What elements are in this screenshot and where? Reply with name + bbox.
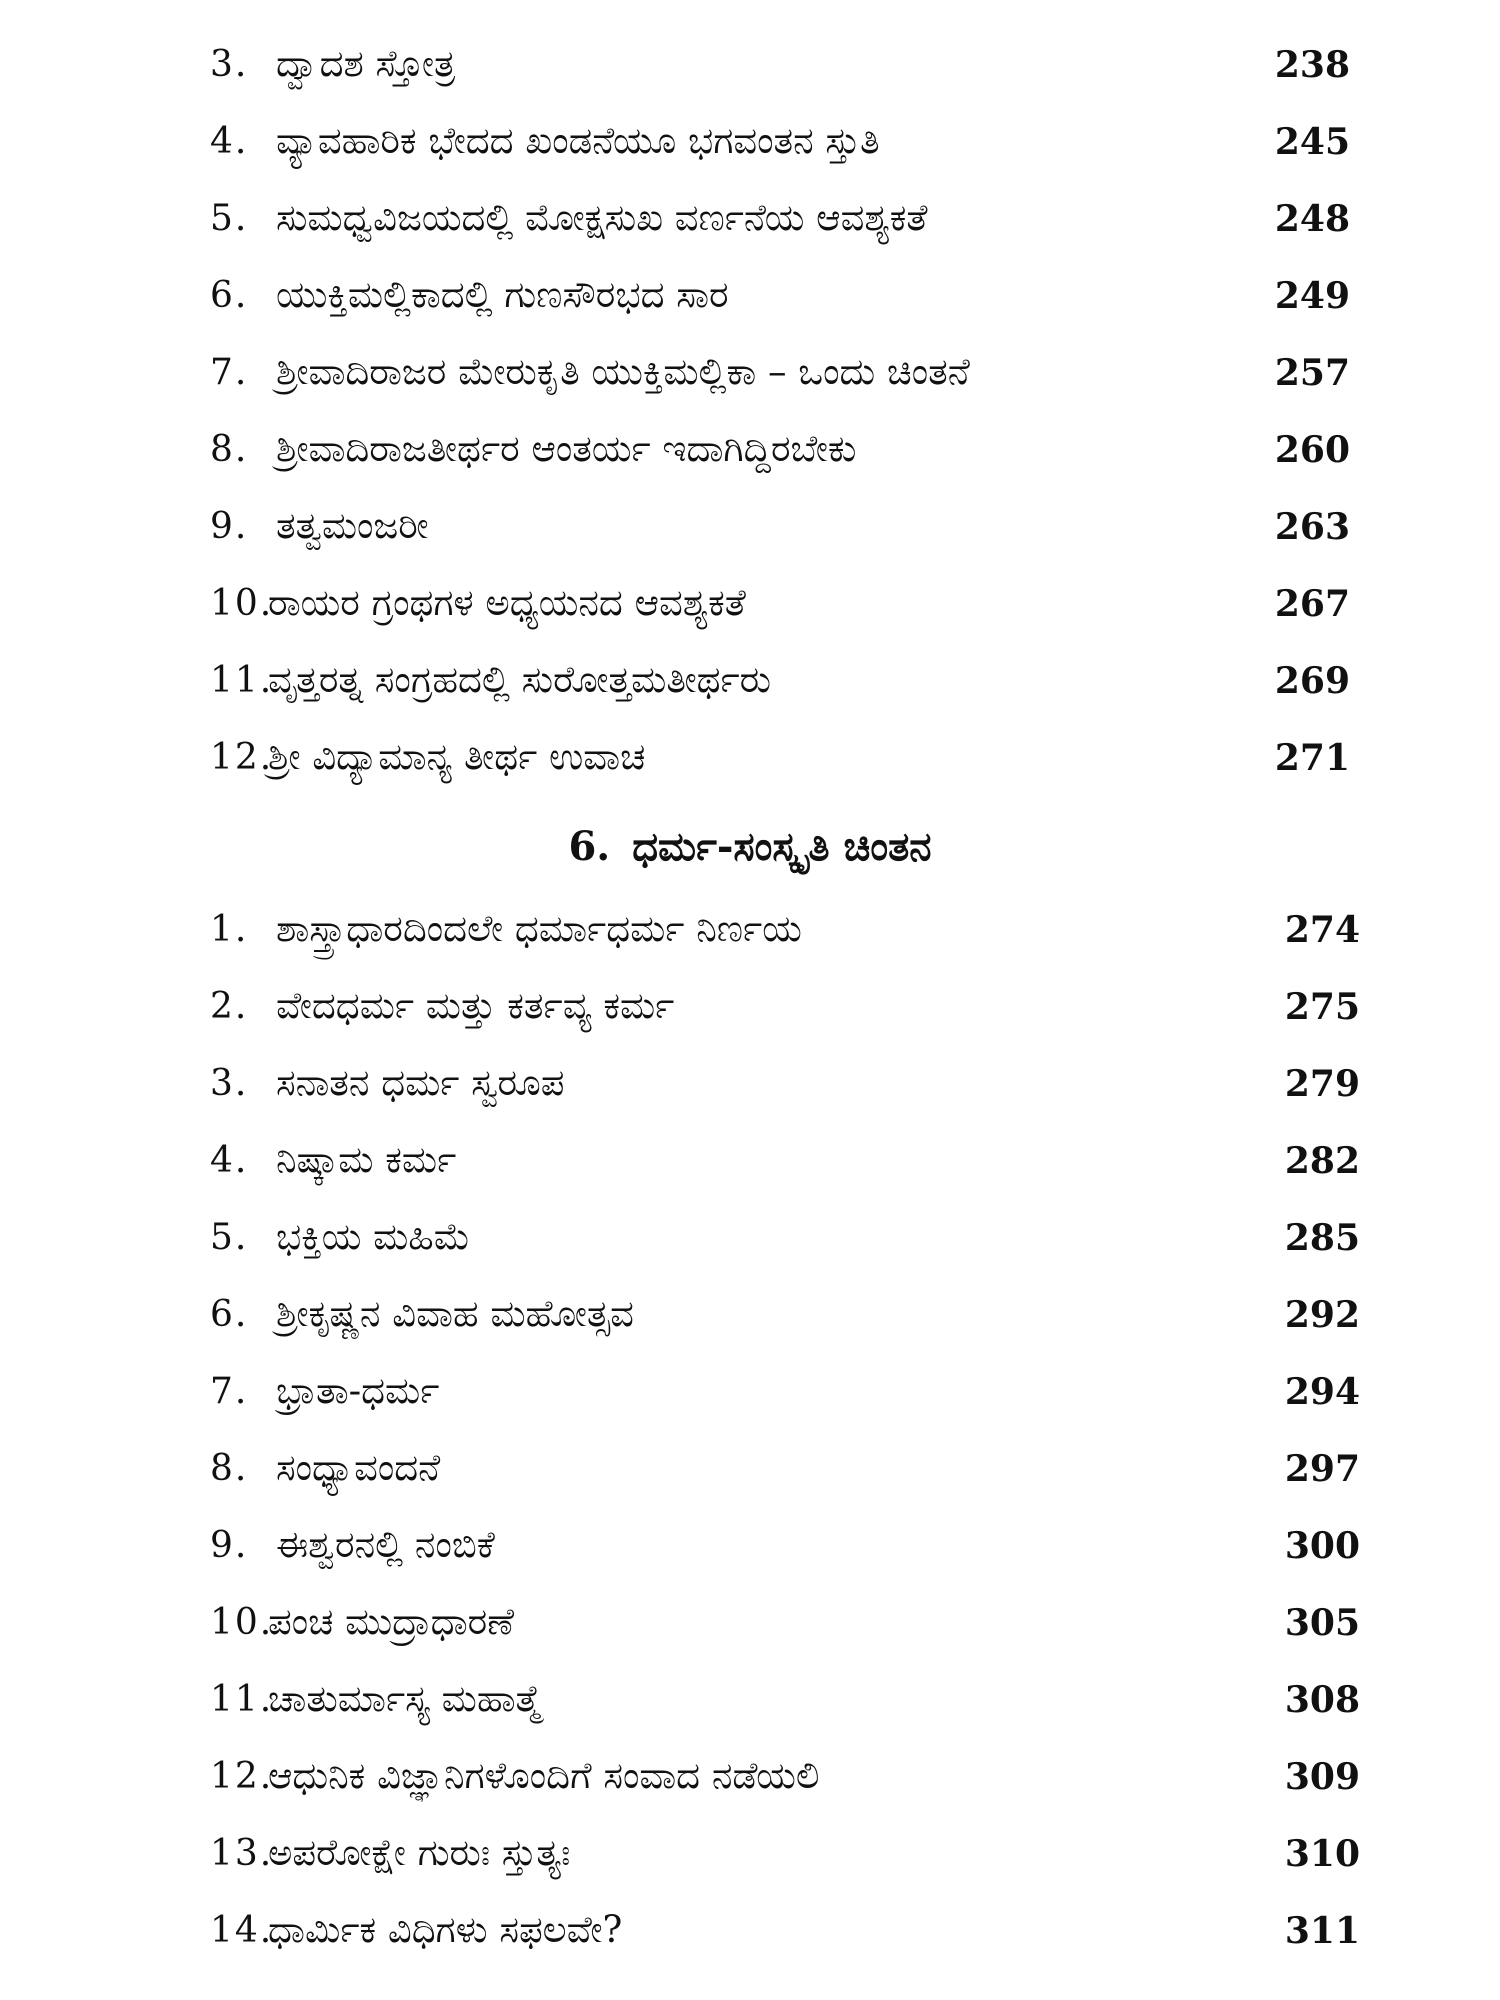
entry-title: ರಾಯರ ಗ್ರಂಥಗಳ ಅಧ್ಯಯನದ ಆವಶ್ಯಕತೆ: [268, 581, 746, 624]
entry-title: ಯುಕ್ತಿಮಲ್ಲಿಕಾದಲ್ಲಿ ಗುಣಸೌರಭದ ಸಾರ: [276, 273, 729, 316]
toc-section-6-list: [210, 895, 1360, 1973]
entry-number: 4.: [210, 1140, 249, 1181]
entry-number: 9.: [210, 506, 249, 547]
toc-entry[interactable]: [210, 723, 1360, 800]
entry-title: ದ್ವಾದಶ ಸ್ತೋತ್ರ: [276, 42, 456, 85]
entry-title: ಈಶ್ವರನಲ್ಲಿ ನಂಬಿಕೆ: [276, 1523, 495, 1566]
toc-entry[interactable]: [210, 646, 1360, 723]
entry-title: ಪಂಚ ಮುದ್ರಾಧಾರಣೆ: [268, 1600, 515, 1643]
entry-page-number: 249: [1274, 275, 1350, 317]
toc-entry[interactable]: [210, 1049, 1360, 1126]
entry-number: 3.: [210, 44, 249, 85]
entry-page-number: 260: [1274, 429, 1350, 471]
entry-title: ಸಂಧ್ಯಾವಂದನೆ: [276, 1446, 441, 1489]
entry-page-number: 248: [1274, 198, 1350, 240]
entry-title: ಸನಾತನ ಧರ್ಮ ಸ್ವರೂಪ: [276, 1061, 565, 1104]
entry-number: 13.: [210, 1833, 274, 1874]
entry-number: 5.: [210, 1217, 249, 1258]
entry-page-number: 238: [1274, 44, 1350, 86]
toc-entry[interactable]: [210, 415, 1360, 492]
toc-entry[interactable]: [210, 107, 1360, 184]
section-heading: [0, 820, 1500, 874]
toc-entry[interactable]: [210, 30, 1360, 107]
section-number: 6.: [568, 823, 611, 870]
entry-page-number: 282: [1284, 1140, 1360, 1182]
entry-number: 10.: [210, 1602, 274, 1643]
entry-number: 14.: [210, 1910, 274, 1951]
toc-entry[interactable]: [210, 338, 1360, 415]
entry-number: 11.: [210, 1679, 274, 1720]
entry-page-number: 263: [1274, 506, 1350, 548]
entry-page-number: 310: [1284, 1833, 1360, 1875]
entry-number: 9.: [210, 1525, 249, 1566]
toc-entry[interactable]: [210, 1742, 1360, 1819]
entry-page-number: 285: [1284, 1217, 1360, 1259]
entry-number: 7.: [210, 352, 249, 393]
entry-page-number: 279: [1284, 1063, 1360, 1105]
entry-page-number: 309: [1284, 1756, 1360, 1798]
entry-page-number: 305: [1284, 1602, 1360, 1644]
toc-entry[interactable]: [210, 1126, 1360, 1203]
toc-entry[interactable]: [210, 569, 1360, 646]
section-title: ಧರ್ಮ-ಸಂಸ್ಕೃತಿ ಚಿಂತನ: [632, 823, 932, 870]
entry-page-number: 308: [1284, 1679, 1360, 1721]
entry-number: 10.: [210, 583, 274, 624]
toc-entry[interactable]: [210, 261, 1360, 338]
entry-title: ಭಕ್ತಿಯ ಮಹಿಮೆ: [276, 1215, 471, 1258]
entry-page-number: 297: [1284, 1448, 1360, 1490]
entry-number: 6.: [210, 275, 249, 316]
entry-title: ಭ್ರಾತಾ-ಧರ್ಮ: [276, 1369, 440, 1412]
entry-number: 7.: [210, 1371, 249, 1412]
toc-entry[interactable]: [210, 972, 1360, 1049]
entry-number: 4.: [210, 121, 249, 162]
entry-title: ವೇದಧರ್ಮ ಮತ್ತು ಕರ್ತವ್ಯ ಕರ್ಮ: [276, 984, 675, 1027]
entry-number: 2.: [210, 986, 249, 1027]
toc-entry[interactable]: [210, 492, 1360, 569]
entry-number: 8.: [210, 429, 249, 470]
toc-entry[interactable]: [210, 1588, 1360, 1665]
toc-entry[interactable]: [210, 1896, 1360, 1973]
entry-page-number: 267: [1274, 583, 1350, 625]
entry-title: ಶ್ರೀ ವಿದ್ಯಾಮಾನ್ಯ ತೀರ್ಥ ಉವಾಚ: [268, 735, 646, 778]
entry-title: ಧಾರ್ಮಿಕ ವಿಧಿಗಳು ಸಫಲವೇ?: [268, 1908, 623, 1951]
entry-title: ತತ್ವಮಂಜರೀ: [276, 504, 429, 547]
entry-title: ವ್ಯಾವಹಾರಿಕ ಭೇದದ ಖಂಡನೆಯೂ ಭಗವಂತನ ಸ್ತುತಿ: [276, 119, 880, 162]
entry-number: 11.: [210, 660, 274, 701]
toc-entry[interactable]: [210, 184, 1360, 261]
toc-entry[interactable]: [210, 1357, 1360, 1434]
entry-page-number: 271: [1274, 737, 1350, 779]
toc-entry[interactable]: [210, 895, 1360, 972]
entry-number: 1.: [210, 909, 249, 950]
entry-title: ವೃತ್ತರತ್ನ ಸಂಗ್ರಹದಲ್ಲಿ ಸುರೋತ್ತಮತೀರ್ಥರು: [268, 658, 772, 701]
toc-entry[interactable]: [210, 1511, 1360, 1588]
entry-page-number: 245: [1274, 121, 1350, 163]
toc-section-5-list: [210, 30, 1360, 800]
entry-title: ಶಾಸ್ತ್ರಾಧಾರದಿಂದಲೇ ಧರ್ಮಾಧರ್ಮ ನಿರ್ಣಯ: [276, 907, 802, 950]
entry-number: 12.: [210, 737, 274, 778]
entry-title: ಶ್ರೀಕೃಷ್ಣನ ವಿವಾಹ ಮಹೋತ್ಸವ: [276, 1292, 634, 1335]
toc-entry[interactable]: [210, 1280, 1360, 1357]
entry-title: ಸುಮಧ್ವವಿಜಯದಲ್ಲಿ ಮೋಕ್ಷಸುಖ ವರ್ಣನೆಯ ಆವಶ್ಯಕತೆ: [276, 196, 928, 239]
entry-page-number: 257: [1274, 352, 1350, 394]
entry-page-number: 292: [1284, 1294, 1360, 1336]
entry-title: ಚಾತುರ್ಮಾಸ್ಯ ಮಹಾತ್ಮೆ: [268, 1677, 542, 1720]
toc-entry[interactable]: [210, 1434, 1360, 1511]
toc-entry[interactable]: [210, 1819, 1360, 1896]
entry-page-number: 300: [1284, 1525, 1360, 1567]
entry-page-number: 274: [1284, 909, 1360, 951]
toc-entry[interactable]: [210, 1203, 1360, 1280]
entry-page-number: 311: [1284, 1910, 1360, 1952]
entry-page-number: 294: [1284, 1371, 1360, 1413]
entry-number: 6.: [210, 1294, 249, 1335]
entry-number: 3.: [210, 1063, 249, 1104]
entry-title: ಆಧುನಿಕ ವಿಜ್ಞಾನಿಗಳೊಂದಿಗೆ ಸಂವಾದ ನಡೆಯಲಿ: [268, 1754, 820, 1797]
entry-number: 8.: [210, 1448, 249, 1489]
entry-page-number: 275: [1284, 986, 1360, 1028]
entry-title: ಶ್ರೀವಾದಿರಾಜರ ಮೇರುಕೃತಿ ಯುಕ್ತಿಮಲ್ಲಿಕಾ – ಒಂದು ಚಿಂತನೆ: [276, 350, 970, 393]
entry-number: 5.: [210, 198, 249, 239]
entry-title: ನಿಷ್ಕಾಮ ಕರ್ಮ: [276, 1138, 457, 1181]
entry-number: 12.: [210, 1756, 274, 1797]
entry-page-number: 269: [1274, 660, 1350, 702]
toc-entry[interactable]: [210, 1665, 1360, 1742]
entry-title: ಶ್ರೀವಾದಿರಾಜತೀರ್ಥರ ಆಂತರ್ಯ ಇದಾಗಿದ್ದಿರಬೇಕು: [276, 427, 857, 470]
entry-title: ಅಪರೋಕ್ಷೇ ಗುರುಃ ಸ್ತುತ್ಯಃ: [268, 1831, 571, 1874]
